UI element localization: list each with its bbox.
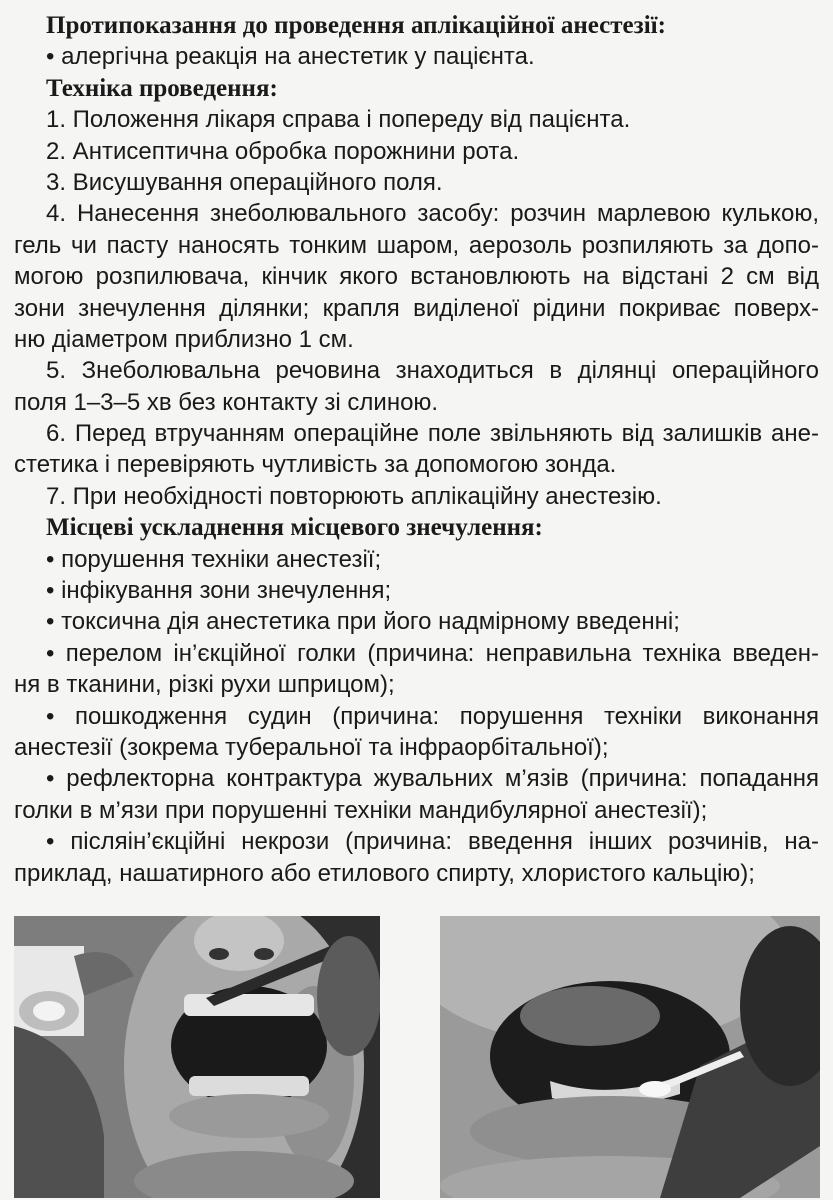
step-4-line-2: гель чи пасту наносять тонким шаром, аерозоль розпиляють за допо- bbox=[14, 231, 819, 259]
complication-5-line-2: анестезії (зокрема туберальної та інфраорбітальної); bbox=[14, 733, 609, 761]
complication-1: • порушення техніки анестезії; bbox=[46, 545, 382, 573]
step-4-line-1: 4. Нанесення знеболювального засобу: розчин марлевою кулькою, bbox=[46, 200, 819, 228]
step-3: 3. Висушування операційного поля. bbox=[46, 168, 443, 196]
step-6-line-1: 6. Перед втручанням операційне поле звільняють від залишків ане- bbox=[46, 420, 819, 448]
complication-7-line-2: приклад, нашатирного або етилового спирту, хлористого кальцію); bbox=[14, 859, 755, 887]
heading-technique: Техніка проведення: bbox=[46, 74, 278, 102]
complication-4-line-1: • перелом ін’єкційної голки (причина: неправильна техніка введен- bbox=[46, 639, 819, 667]
complication-6-line-2: голки в м’язи при порушенні техніки мандибулярної анестезії); bbox=[14, 796, 708, 824]
step-1: 1. Положення лікаря справа і попереду від пацієнта. bbox=[46, 106, 631, 134]
step-6-line-2: стетика і перевіряють чутливість за допомогою зонда. bbox=[14, 451, 617, 479]
photo-spray-application bbox=[14, 916, 380, 1198]
step-4-line-5: ню діаметром приблизно 1 см. bbox=[14, 325, 354, 353]
step-2: 2. Антисептична обробка порожнини рота. bbox=[46, 137, 520, 165]
complication-5-line-1: • пошкодження судин (причина: порушення техніки виконання bbox=[46, 702, 819, 730]
step-7: 7. При необхідності повторюють аплікаційну анестезію. bbox=[46, 482, 662, 510]
contraindication-item: • алергічна реакція на анестетик у пацієнта. bbox=[46, 43, 535, 71]
heading-complications: Місцеві ускладнення місцевого знечулення: bbox=[46, 514, 543, 542]
complication-3: • токсична дія анестетика при його надмірному введенні; bbox=[46, 608, 680, 636]
complication-4-line-2: ня в тканини, різкі рухи шприцом); bbox=[14, 671, 395, 699]
complication-7-line-1: • післяін’єкційні некрози (причина: введення інших розчинів, на- bbox=[46, 828, 819, 856]
photo-applicator-application bbox=[440, 916, 820, 1198]
complication-6-line-1: • рефлекторна контрактура жувальних м’язів (причина: попадання bbox=[46, 765, 819, 793]
step-4-line-3: могою розпилювача, кінчик якого встановлюють на відстані 2 см від bbox=[14, 263, 819, 291]
step-4-line-4: зони знечулення ділянки; крапля виділеної рідини покриває поверх- bbox=[14, 294, 819, 322]
heading-contraindications: Протипоказання до проведення аплікаційної анестезії: bbox=[46, 12, 666, 39]
complication-2: • інфікування зони знечулення; bbox=[46, 577, 392, 605]
step-5-line-2: поля 1–3–5 хв без контакту зі слиною. bbox=[14, 388, 439, 416]
step-5-line-1: 5. Знеболювальна речовина знаходиться в ділянці операційного bbox=[46, 357, 819, 385]
text-body bbox=[14, 10, 819, 889]
